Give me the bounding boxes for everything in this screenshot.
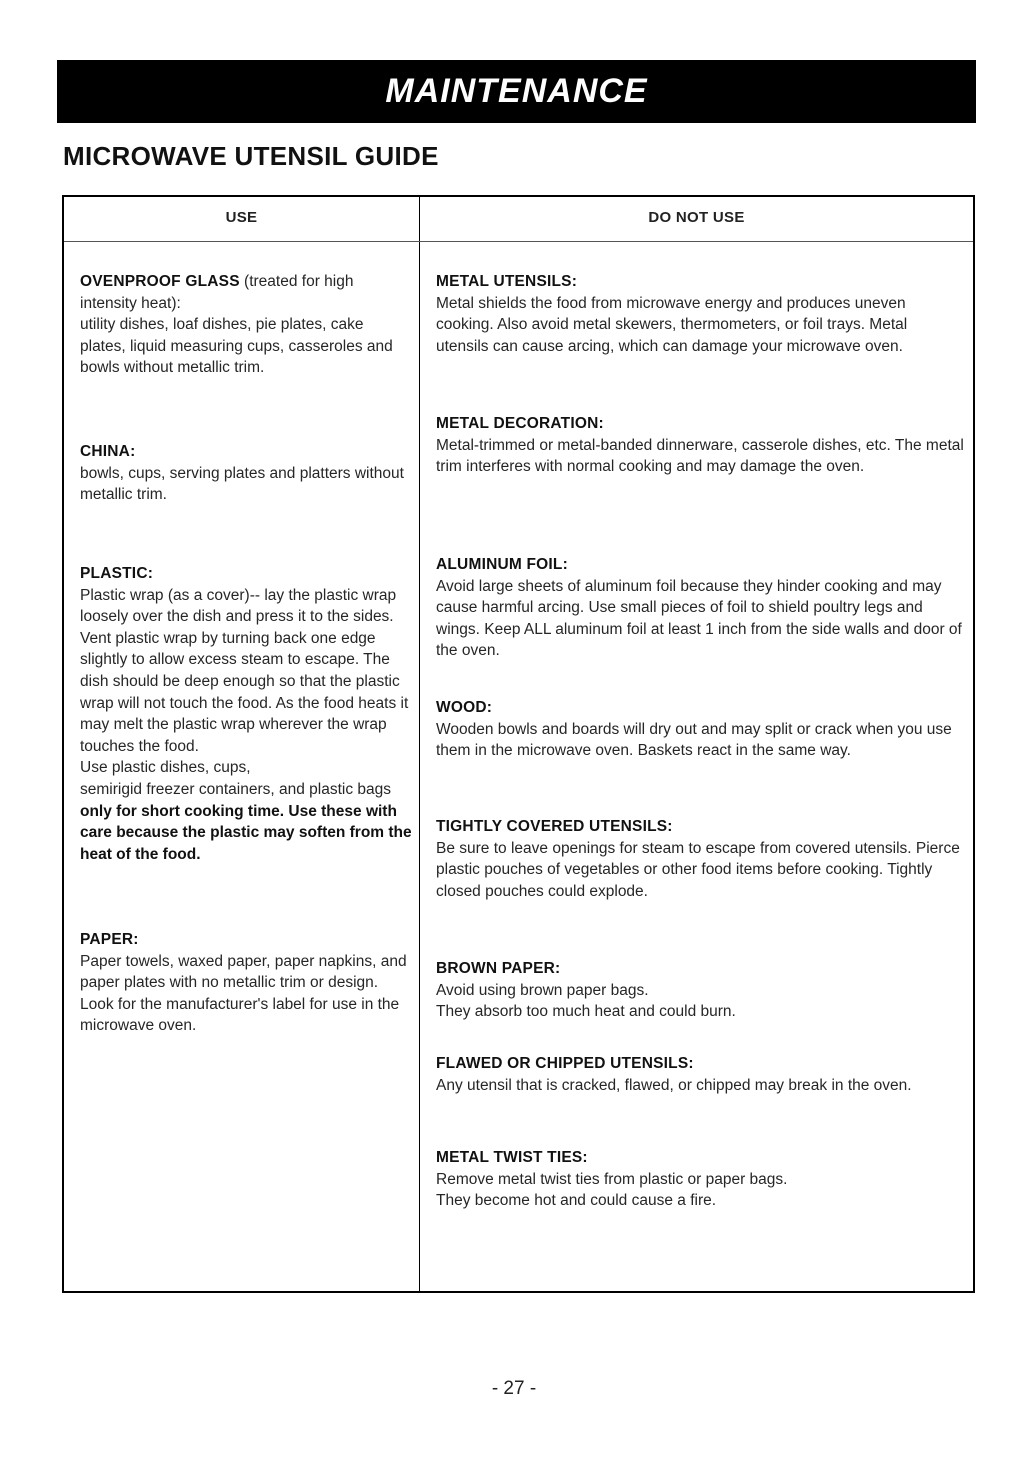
entry-body: They become hot and could cause a fire. — [436, 1192, 717, 1210]
entry-body: Use plastic dishes, cups, — [80, 759, 251, 777]
entry-title: METAL UTENSILS: — [436, 273, 578, 290]
entry-body: Metal-trimmed or metal-banded dinnerware, casserole dishes, etc. The metal trim interferes with normal cooking and may damage the oven. — [436, 436, 964, 476]
do-not-use-column-header: DO NOT USE — [648, 209, 745, 226]
entry-title: FLAWED OR CHIPPED UTENSILS: — [436, 1055, 694, 1072]
section-banner — [57, 60, 976, 123]
page-number: - 27 - — [491, 1378, 537, 1399]
entry-metal-decoration — [436, 413, 964, 478]
entry-title: WOOD: — [436, 699, 493, 716]
entry-title: OVENPROOF GLASS — [80, 273, 240, 290]
page-title: MICROWAVE UTENSIL GUIDE — [63, 141, 439, 171]
entry-body: Plastic wrap (as a cover)-- lay the plastic wrap loosely over the dish and press it to the sides. — [80, 586, 397, 626]
entry-body: Avoid using brown paper bags. — [436, 981, 649, 999]
entry-brown-paper — [436, 958, 964, 1023]
entry-title: CHINA: — [80, 443, 136, 460]
entry-body: Any utensil that is cracked, flawed, or chipped may break in the oven. — [436, 1076, 912, 1094]
entry-metal-utensils — [436, 271, 964, 357]
entry-plastic — [80, 563, 412, 865]
entry-wood — [436, 697, 964, 762]
entry-aluminum-foil — [436, 554, 964, 662]
entry-body: Vent plastic wrap by turning back one edge slightly to allow excess steam to escape. The dish should be deep enough so that the plastic wrap will not touch the food. As the food heats it may melt the plastic wrap wherever the wrap touches the food. — [80, 629, 409, 755]
entry-body: They absorb too much heat and could burn. — [436, 1003, 736, 1021]
column-divider — [419, 197, 420, 1291]
use-column-header: USE — [225, 209, 258, 226]
entry-body: Be sure to leave openings for steam to escape from covered utensils. Pierce plastic pouches of vegetables or other food items before cooking. Tightly closed pouches could explode. — [436, 839, 960, 900]
entry-title: PAPER: — [80, 931, 139, 948]
entry-body: bowls, cups, serving plates and platters without metallic trim. — [80, 464, 404, 504]
entry-title: PLASTIC: — [80, 565, 154, 582]
entry-warning: only for short cooking time. Use these with care because the plastic may soften from the heat of the food. — [80, 802, 412, 863]
entry-title: METAL DECORATION: — [436, 415, 604, 432]
entry-body: Avoid large sheets of aluminum foil because they hinder cooking and may cause harmful arcing. Use small pieces of foil to shield poultry legs and wings. Keep ALL aluminum foil at least 1 inch from the side walls and door of the oven. — [436, 577, 962, 660]
entry-paper — [80, 929, 412, 1037]
utensil-guide-table — [62, 195, 975, 1293]
entry-tightly-covered-utensils — [436, 816, 964, 902]
entry-body: Wooden bowls and boards will dry out and may split or crack when you use them in the microwave oven. Baskets react in the same way. — [436, 720, 952, 760]
entry-metal-twist-ties — [436, 1147, 964, 1212]
banner-title: MAINTENANCE — [385, 72, 648, 110]
entry-china — [80, 441, 412, 506]
entry-body: semirigid freezer containers, and plastic bags — [80, 780, 392, 798]
entry-title: ALUMINUM FOIL: — [436, 556, 568, 573]
entry-title: TIGHTLY COVERED UTENSILS: — [436, 818, 673, 835]
entry-ovenproof-glass — [80, 271, 412, 379]
entry-body: Remove metal twist ties from plastic or paper bags. — [436, 1170, 788, 1188]
entry-body: utility dishes, loaf dishes, pie plates, cake plates, liquid measuring cups, casseroles and bowls without metallic trim. — [80, 316, 393, 377]
entry-body: Paper towels, waxed paper, paper napkins, and paper plates with no metallic trim or design. Look for the manufacturer's label for use in the microwave oven. — [80, 952, 407, 1035]
entry-body: Metal shields the food from microwave energy and produces uneven cooking. Also avoid metal skewers, thermometers, or foil trays. Metal utensils can cause arcing, which can damage your microwave oven. — [436, 294, 908, 355]
table-header-row — [64, 197, 973, 242]
entry-title-suffix: (treated for high intensity heat): — [80, 273, 354, 312]
entry-title: METAL TWIST TIES: — [436, 1149, 588, 1166]
entry-title: BROWN PAPER: — [436, 960, 561, 977]
entry-flawed-chipped-utensils — [436, 1053, 964, 1096]
